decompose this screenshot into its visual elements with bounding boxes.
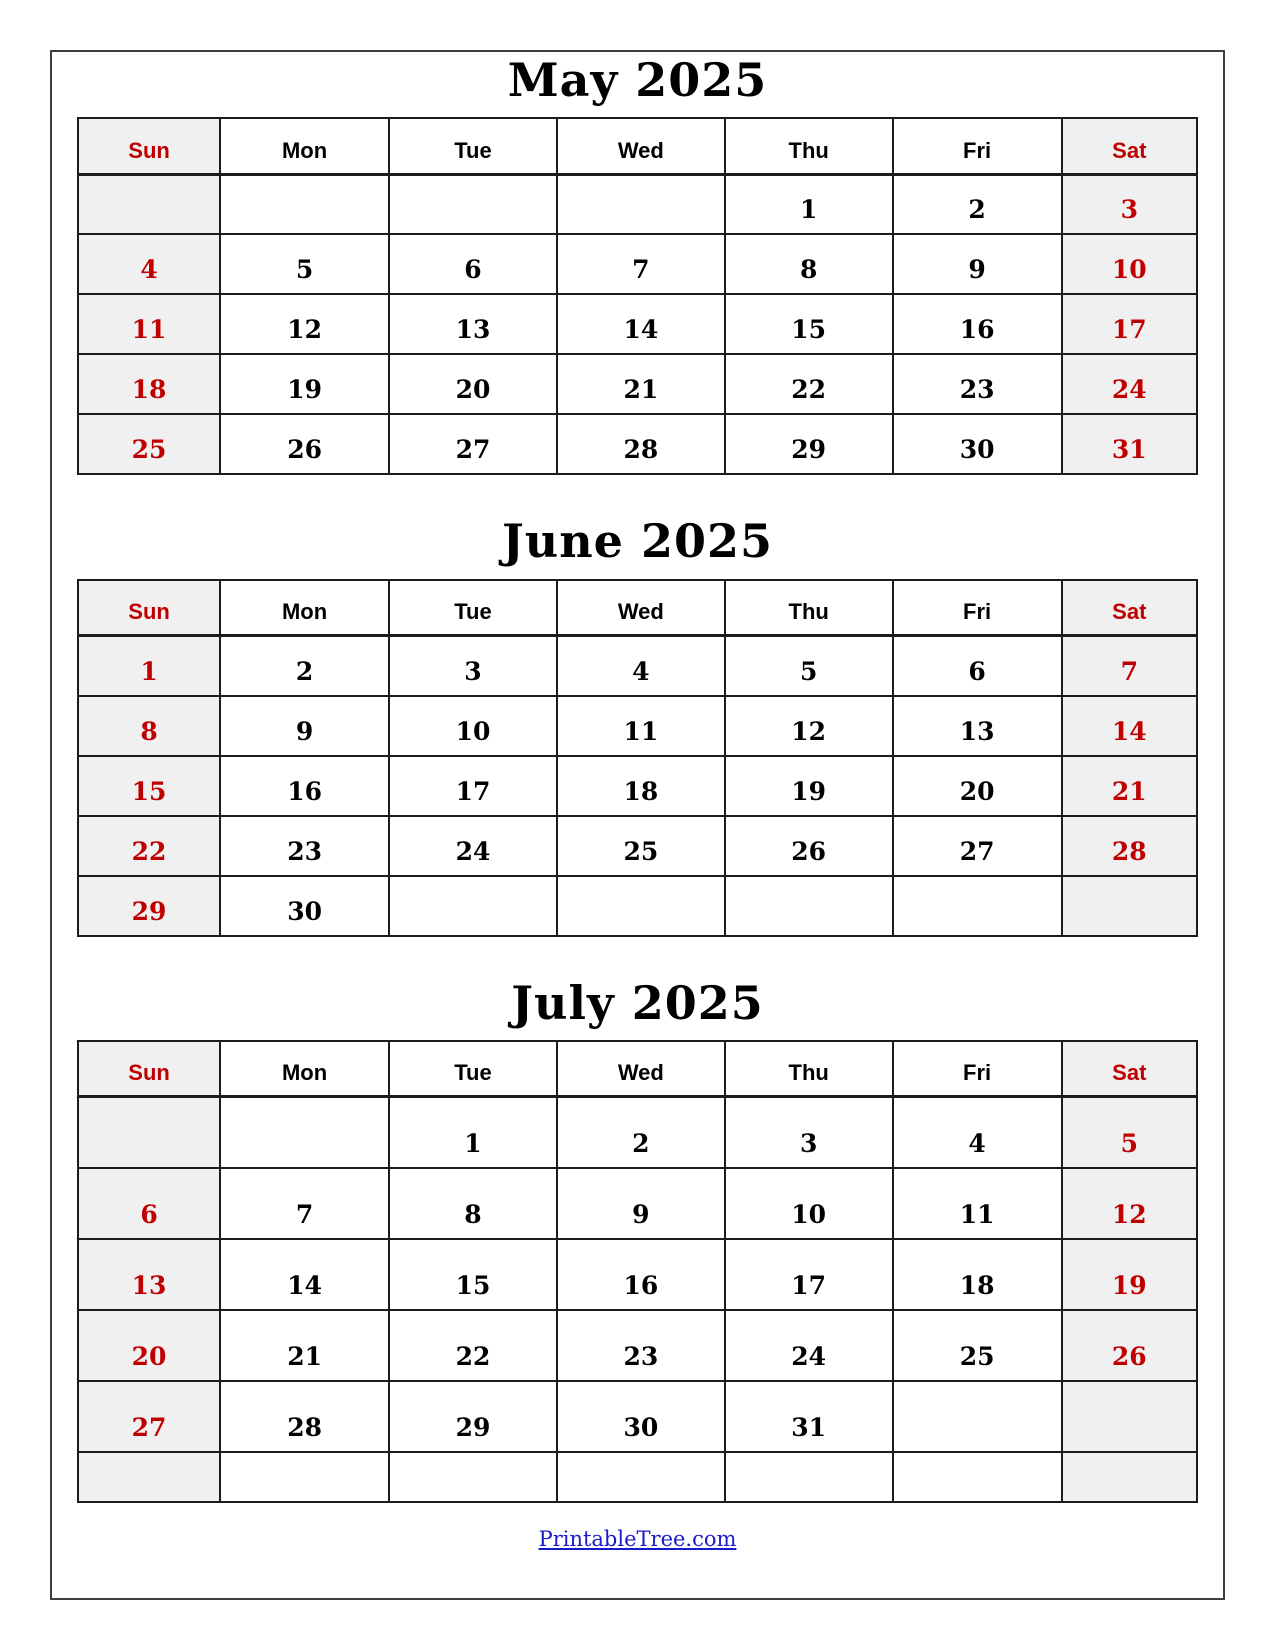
empty-cell (1062, 876, 1197, 936)
day-cell-27: 27 (893, 816, 1062, 876)
weekday-header-sat: Sat (1062, 580, 1197, 636)
day-cell-21: 21 (220, 1310, 389, 1381)
day-cell-29: 29 (78, 876, 220, 936)
day-cell-15: 15 (725, 294, 893, 354)
week-row (78, 756, 1197, 816)
day-cell-28: 28 (220, 1381, 389, 1452)
weekday-header-sat: Sat (1062, 1041, 1197, 1097)
day-cell-18: 18 (78, 354, 220, 414)
day-cell-16: 16 (893, 294, 1062, 354)
page-border (50, 50, 1225, 1600)
month-section-may (52, 53, 1223, 475)
week-row (78, 1239, 1197, 1310)
day-cell-23: 23 (557, 1310, 725, 1381)
day-cell-10: 10 (389, 696, 557, 756)
month-title-june: June 2025 (502, 514, 773, 569)
empty-cell (557, 876, 725, 936)
weekday-header-mon: Mon (220, 1041, 389, 1097)
weekday-header-sun: Sun (78, 118, 220, 174)
day-cell-17: 17 (1062, 294, 1197, 354)
day-cell-2: 2 (893, 174, 1062, 234)
day-cell-4: 4 (78, 234, 220, 294)
day-cell-26: 26 (725, 816, 893, 876)
day-cell-6: 6 (389, 234, 557, 294)
weekday-header-sun: Sun (78, 580, 220, 636)
weekday-header-tue: Tue (389, 580, 557, 636)
week-row (78, 414, 1197, 474)
week-row (78, 1168, 1197, 1239)
day-cell-6: 6 (78, 1168, 220, 1239)
day-cell-20: 20 (78, 1310, 220, 1381)
day-cell-1: 1 (389, 1097, 557, 1168)
day-cell-17: 17 (725, 1239, 893, 1310)
weekday-header-fri: Fri (893, 118, 1062, 174)
empty-cell (78, 174, 220, 234)
day-cell-19: 19 (220, 354, 389, 414)
empty-cell (893, 876, 1062, 936)
day-cell-22: 22 (725, 354, 893, 414)
day-cell-22: 22 (78, 816, 220, 876)
week-row (78, 696, 1197, 756)
day-cell-9: 9 (557, 1168, 725, 1239)
month-title-may: May 2025 (507, 53, 768, 107)
empty-cell (78, 1452, 220, 1502)
day-cell-26: 26 (1062, 1310, 1197, 1381)
day-cell-14: 14 (557, 294, 725, 354)
day-cell-23: 23 (893, 354, 1062, 414)
day-cell-14: 14 (220, 1239, 389, 1310)
day-cell-8: 8 (78, 696, 220, 756)
day-cell-5: 5 (220, 234, 389, 294)
day-cell-29: 29 (725, 414, 893, 474)
weekday-header-wed: Wed (557, 580, 725, 636)
footer (52, 1527, 1223, 1551)
empty-cell (1062, 1381, 1197, 1452)
empty-cell (893, 1452, 1062, 1502)
weekday-header-wed: Wed (557, 118, 725, 174)
day-cell-24: 24 (1062, 354, 1197, 414)
week-row (78, 1452, 1197, 1502)
day-cell-27: 27 (389, 414, 557, 474)
week-row (78, 294, 1197, 354)
day-cell-31: 31 (1062, 414, 1197, 474)
day-cell-8: 8 (725, 234, 893, 294)
weekday-header-wed: Wed (557, 1041, 725, 1097)
day-cell-25: 25 (893, 1310, 1062, 1381)
day-cell-1: 1 (725, 174, 893, 234)
empty-cell (389, 876, 557, 936)
weekday-header-tue: Tue (389, 1041, 557, 1097)
day-cell-20: 20 (893, 756, 1062, 816)
day-cell-26: 26 (220, 414, 389, 474)
month-section-june (52, 514, 1223, 936)
day-cell-3: 3 (389, 636, 557, 696)
empty-cell (220, 1452, 389, 1502)
empty-cell (1062, 1452, 1197, 1502)
day-cell-12: 12 (1062, 1168, 1197, 1239)
day-cell-27: 27 (78, 1381, 220, 1452)
day-cell-9: 9 (220, 696, 389, 756)
day-cell-10: 10 (725, 1168, 893, 1239)
day-cell-20: 20 (389, 354, 557, 414)
weekday-header-row (78, 118, 1197, 174)
day-cell-13: 13 (893, 696, 1062, 756)
day-cell-18: 18 (557, 756, 725, 816)
calendar-table-may (77, 117, 1198, 475)
day-cell-19: 19 (1062, 1239, 1197, 1310)
week-row (78, 354, 1197, 414)
empty-cell (893, 1381, 1062, 1452)
week-row (78, 1097, 1197, 1168)
weekday-header-fri: Fri (893, 1041, 1062, 1097)
week-row (78, 876, 1197, 936)
weekday-header-thu: Thu (725, 1041, 893, 1097)
day-cell-30: 30 (220, 876, 389, 936)
day-cell-22: 22 (389, 1310, 557, 1381)
day-cell-4: 4 (557, 636, 725, 696)
day-cell-16: 16 (220, 756, 389, 816)
month-section-july (52, 975, 1223, 1503)
weekday-header-sat: Sat (1062, 118, 1197, 174)
empty-cell (725, 1452, 893, 1502)
day-cell-3: 3 (725, 1097, 893, 1168)
day-cell-21: 21 (557, 354, 725, 414)
day-cell-18: 18 (893, 1239, 1062, 1310)
empty-cell (389, 1452, 557, 1502)
day-cell-28: 28 (1062, 816, 1197, 876)
empty-cell (220, 1097, 389, 1168)
day-cell-7: 7 (557, 234, 725, 294)
day-cell-1: 1 (78, 636, 220, 696)
week-row (78, 1381, 1197, 1452)
day-cell-28: 28 (557, 414, 725, 474)
day-cell-24: 24 (389, 816, 557, 876)
day-cell-11: 11 (557, 696, 725, 756)
week-row (78, 816, 1197, 876)
day-cell-21: 21 (1062, 756, 1197, 816)
week-row (78, 636, 1197, 696)
calendar-table-june (77, 579, 1198, 937)
day-cell-8: 8 (389, 1168, 557, 1239)
day-cell-6: 6 (893, 636, 1062, 696)
day-cell-12: 12 (220, 294, 389, 354)
day-cell-5: 5 (725, 636, 893, 696)
day-cell-29: 29 (389, 1381, 557, 1452)
empty-cell (557, 1452, 725, 1502)
week-row (78, 174, 1197, 234)
day-cell-11: 11 (78, 294, 220, 354)
day-cell-30: 30 (893, 414, 1062, 474)
day-cell-13: 13 (389, 294, 557, 354)
day-cell-7: 7 (220, 1168, 389, 1239)
day-cell-16: 16 (557, 1239, 725, 1310)
weekday-header-row (78, 1041, 1197, 1097)
day-cell-25: 25 (557, 816, 725, 876)
calendar-table-july (77, 1040, 1198, 1503)
day-cell-13: 13 (78, 1239, 220, 1310)
day-cell-30: 30 (557, 1381, 725, 1452)
day-cell-31: 31 (725, 1381, 893, 1452)
empty-cell (78, 1097, 220, 1168)
weekday-header-tue: Tue (389, 118, 557, 174)
empty-cell (557, 174, 725, 234)
day-cell-3: 3 (1062, 174, 1197, 234)
day-cell-12: 12 (725, 696, 893, 756)
month-title-july: July 2025 (511, 975, 764, 1030)
footer-link[interactable]: PrintableTree.com (538, 1526, 737, 1551)
day-cell-15: 15 (78, 756, 220, 816)
weekday-header-thu: Thu (725, 118, 893, 174)
week-row (78, 234, 1197, 294)
day-cell-9: 9 (893, 234, 1062, 294)
weekday-header-sun: Sun (78, 1041, 220, 1097)
day-cell-25: 25 (78, 414, 220, 474)
day-cell-5: 5 (1062, 1097, 1197, 1168)
weekday-header-thu: Thu (725, 580, 893, 636)
weekday-header-row (78, 580, 1197, 636)
day-cell-2: 2 (220, 636, 389, 696)
weekday-header-mon: Mon (220, 118, 389, 174)
day-cell-10: 10 (1062, 234, 1197, 294)
empty-cell (220, 174, 389, 234)
day-cell-15: 15 (389, 1239, 557, 1310)
week-row (78, 1310, 1197, 1381)
day-cell-7: 7 (1062, 636, 1197, 696)
weekday-header-fri: Fri (893, 580, 1062, 636)
day-cell-23: 23 (220, 816, 389, 876)
day-cell-14: 14 (1062, 696, 1197, 756)
day-cell-4: 4 (893, 1097, 1062, 1168)
day-cell-2: 2 (557, 1097, 725, 1168)
day-cell-19: 19 (725, 756, 893, 816)
day-cell-24: 24 (725, 1310, 893, 1381)
day-cell-17: 17 (389, 756, 557, 816)
empty-cell (725, 876, 893, 936)
empty-cell (389, 174, 557, 234)
weekday-header-mon: Mon (220, 580, 389, 636)
day-cell-11: 11 (893, 1168, 1062, 1239)
